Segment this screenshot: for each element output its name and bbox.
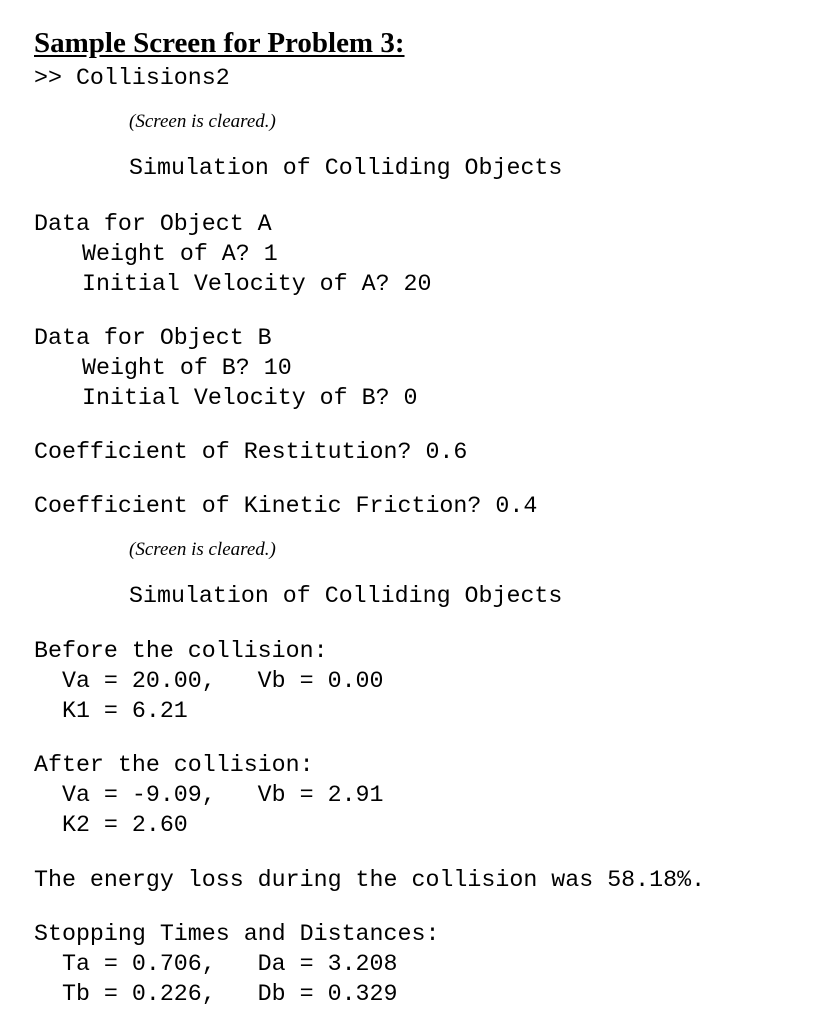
before-heading: Before the collision: bbox=[34, 638, 328, 664]
command-line: >> Collisions2 bbox=[34, 65, 230, 91]
page-title: Sample Screen for Problem 3: bbox=[34, 27, 405, 59]
stopping-heading: Stopping Times and Distances: bbox=[34, 921, 440, 947]
stopping-row-b: Tb = 0.226, Db = 0.329 bbox=[34, 981, 398, 1007]
after-heading: After the collision: bbox=[34, 752, 314, 778]
after-velocities: Va = -9.09, Vb = 2.91 bbox=[34, 782, 384, 808]
simulation-header: Simulation of Colliding Objects bbox=[129, 155, 563, 181]
simulation-header: Simulation of Colliding Objects bbox=[129, 583, 563, 609]
screen-cleared-note: (Screen is cleared.) bbox=[129, 539, 276, 560]
screen-cleared-note: (Screen is cleared.) bbox=[129, 111, 276, 132]
energy-loss-line: The energy loss during the collision was 58.18%. bbox=[34, 867, 706, 893]
after-energy: K2 = 2.60 bbox=[34, 812, 188, 838]
stopping-row-a: Ta = 0.706, Da = 3.208 bbox=[34, 951, 398, 977]
object-a-velocity: Initial Velocity of A? 20 bbox=[82, 271, 432, 297]
object-a-weight: Weight of A? 1 bbox=[82, 241, 278, 267]
object-a-heading: Data for Object A bbox=[34, 211, 272, 237]
friction-prompt: Coefficient of Kinetic Friction? 0.4 bbox=[34, 493, 538, 519]
restitution-prompt: Coefficient of Restitution? 0.6 bbox=[34, 439, 468, 465]
object-b-heading: Data for Object B bbox=[34, 325, 272, 351]
before-velocities: Va = 20.00, Vb = 0.00 bbox=[34, 668, 384, 694]
object-b-velocity: Initial Velocity of B? 0 bbox=[82, 385, 418, 411]
before-energy: K1 = 6.21 bbox=[34, 698, 188, 724]
object-b-weight: Weight of B? 10 bbox=[82, 355, 292, 381]
